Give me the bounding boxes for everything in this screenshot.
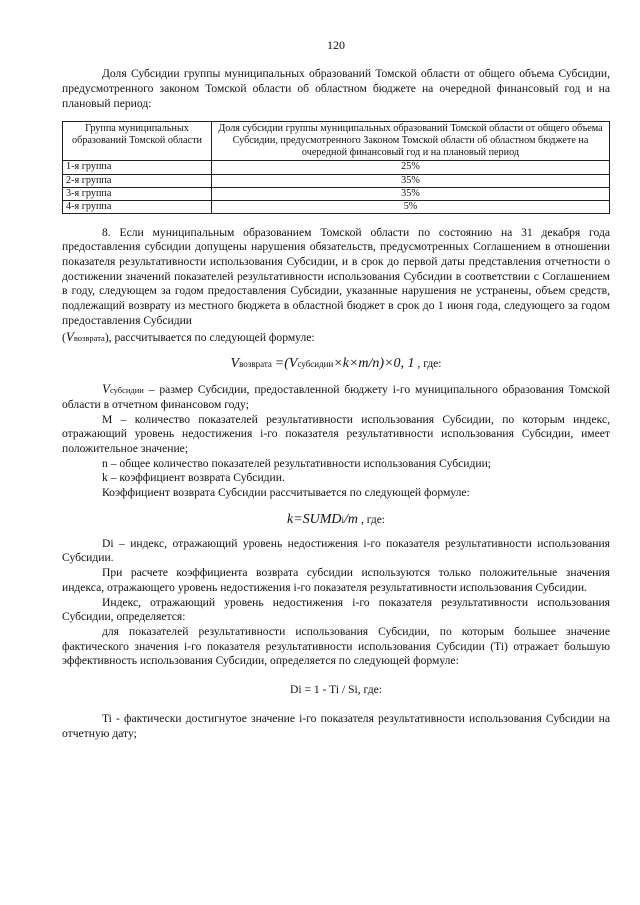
- header-group: Группа муниципальных образований Томской области: [63, 122, 212, 161]
- header-share: Доля субсидии группы муниципальных образований Томской области от общего объема Субсидии, предусмотренного Законом Томской области об областном бюджете на очередной финансовый год и на плановый период: [212, 122, 610, 161]
- def-ti: Ti - фактически достигнутое значение i-го показателя результативности использования Субсидии на отчетную дату;: [62, 711, 610, 740]
- formula-rhs-var: V: [288, 356, 298, 372]
- def-k: k – коэффициент возврата Субсидии.: [102, 471, 285, 485]
- formula-k-suffix: , где:: [360, 513, 385, 526]
- v-return-inline: [66, 329, 105, 344]
- def-m: M – количество показателей результативности использования Субсидии, по которым индекс, отражающий уровень недостижения i-го показателя результативности использования Субсидии, имеет положительное значение;: [62, 412, 610, 455]
- paragraph-8-text: 8. Если муниципальным образованием Томской области по состоянию на 31 декабря года предоставления субсидии допущены нарушения обязательств, предусмотренных Соглашением в отношении показателя результативности использования Субсидии, и в срок до первой даты представления отчетности о достижении значений показателей результативности использования Субсидии в соответствии с Соглашением в году, следующем за годом предоставления Субсидии, указанные нарушения не устранены, объем средств, подлежащий возврату из местного бюджета в областной бюджет в срок до 1 июня года, следующего за годом предоставления Субсидии: [62, 225, 610, 327]
- def-n: n – общее количество показателей результативности использования Субсидии;: [102, 456, 492, 470]
- table-row: [63, 200, 610, 213]
- def-di: Di – индекс, отражающий уровень недостижения i-го показателя результативности использования Субсидии.: [62, 536, 610, 565]
- cell-group: 4-я группа: [63, 200, 212, 213]
- formula-lhs-var: V: [230, 356, 240, 372]
- table-row: [63, 174, 610, 187]
- page-number: 120: [327, 38, 345, 52]
- cell-share: 25%: [212, 161, 610, 174]
- share-table: [62, 121, 610, 213]
- table-row: [63, 161, 610, 174]
- formula-k: [62, 511, 610, 529]
- table-row: [63, 187, 610, 200]
- for-indicators: для показателей результативности использования Субсидии, по которым большее значение фактического значения i-го показателя результативности использования Субсидии (Ti) отражает большую эффективность использования Субсидии, определяется по следующей формуле:: [62, 624, 610, 668]
- table-header-row: [63, 122, 610, 161]
- paragraph-8-tail: ), рассчитывается по следующей формуле:: [104, 330, 315, 344]
- v-subsidy-sub: субсидии: [109, 385, 144, 396]
- formula-return: [62, 355, 610, 373]
- paragraph-8: 8. Если муниципальным образованием Томской области по состоянию на 31 декабря года предоставления субсидии допущены нарушения обязательств, предусмотренных Соглашением в отношении показателя результативности использования Субсидии, и в срок до первой даты представления отчетности о достижении значений показателей результативности использования Субсидии в соответствии с Соглашением в году, следующем за годом предоставления Субсидии, указанные нарушения не устранены, объем средств, подлежащий возврату из местного бюджета в областной бюджет в срок до 1 июня года, следующего за годом предоставления Субсидии (Vвозврата), рассчитывается по следующей формуле:: [62, 225, 610, 344]
- v-return-sub: возврата: [73, 332, 105, 343]
- positive-values-note: При расчете коэффициента возврата субсидии используются только положительные значения индекса, отражающего уровень недостижения i-го показателя результативности использования Субсидии.: [62, 566, 610, 594]
- cell-share: 5%: [212, 200, 610, 213]
- def-v-text: – размер Субсидии, предоставленной бюджету i-го муниципального образования Томской области в отчетном финансовом году;: [62, 383, 610, 411]
- cell-share: 35%: [212, 174, 610, 187]
- formula-di: Di = 1 - Ti / Si, где:: [290, 683, 382, 697]
- v-subsidy-var: V: [102, 381, 110, 397]
- cell-group: 2-я группа: [63, 174, 212, 187]
- def-v-subsidy: [62, 381, 610, 412]
- formula-eq: =(: [274, 356, 289, 372]
- formula-rest: ×k×m/n)×0, 1: [333, 356, 415, 372]
- formula-rhs-sub: субсидии: [297, 359, 334, 370]
- document-page: [62, 38, 610, 741]
- formula-k-expr: k=SUMD: [286, 511, 342, 527]
- cell-share: 35%: [212, 187, 610, 200]
- k-intro: Коэффициент возврата Субсидии рассчитывается по следующей формуле:: [102, 486, 470, 500]
- v-return-var: V: [65, 328, 74, 344]
- formula-lhs-sub: возврата: [239, 359, 272, 370]
- cell-group: 3-я группа: [63, 187, 212, 200]
- cell-group: 1-я группа: [63, 161, 212, 174]
- formula-suffix: , где:: [417, 358, 442, 371]
- formula-k-rest: /m: [344, 511, 359, 527]
- intro-paragraph: Доля Субсидии группы муниципальных образований Томской области от общего объема Субсидии, предусмотренного законом Томской области об областном бюджете на очередной финансовый год и на плановый период:: [62, 67, 610, 110]
- formula-k-sub: i: [341, 514, 345, 525]
- index-definition: Индекс, отражающий уровень недостижения i-го показателя результативности использования Субсидии, определяется:: [62, 595, 610, 624]
- v-subsidy-symbol: [102, 381, 144, 396]
